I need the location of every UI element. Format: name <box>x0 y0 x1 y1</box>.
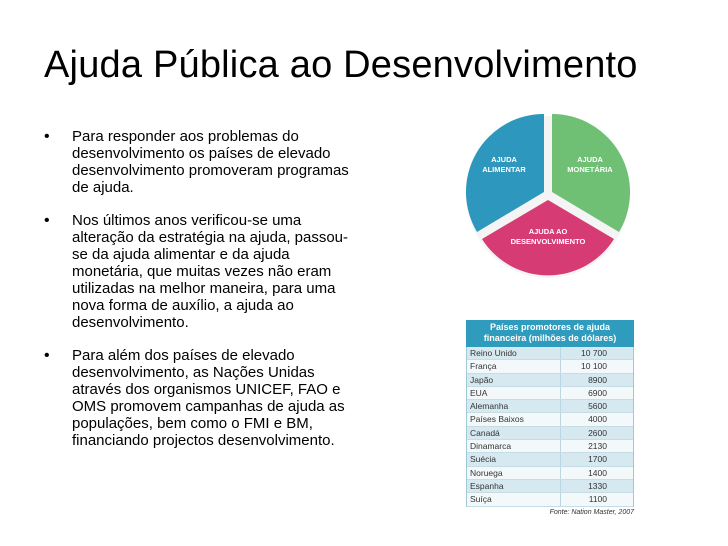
bullet-item <box>44 347 354 449</box>
bullet-marker: • <box>44 128 50 145</box>
table-row <box>467 453 633 466</box>
country-cell: Suíça <box>467 493 561 505</box>
table-row <box>467 347 633 360</box>
table-row <box>467 467 633 480</box>
country-cell: EUA <box>467 387 561 399</box>
value-cell: 2600 <box>588 427 607 438</box>
country-cell: Espanha <box>467 480 561 492</box>
value-cell: 1400 <box>588 467 607 478</box>
table-row <box>467 360 633 373</box>
value-cell: 1700 <box>588 454 607 465</box>
slice-label-monetaria-1: AJUDA <box>577 155 603 164</box>
table-row <box>467 480 633 493</box>
country-cell: Noruega <box>467 467 561 479</box>
value-cell: 1100 <box>588 494 607 505</box>
value-cell: 8900 <box>588 374 607 385</box>
slice-label-alimentar-2: ALIMENTAR <box>482 165 526 174</box>
bullet-list <box>44 128 354 465</box>
country-cell: Canadá <box>467 427 561 439</box>
table-row <box>467 440 633 453</box>
table-header: Países promotores de ajuda financeira (milhões de dólares) <box>466 320 634 347</box>
value-cell: 10 100 <box>581 361 607 372</box>
value-cell: 4000 <box>588 414 607 425</box>
value-cell: 5600 <box>588 401 607 412</box>
aid-donors-table <box>466 320 634 516</box>
table-row <box>467 387 633 400</box>
bullet-marker: • <box>44 212 50 229</box>
bullet-text: Nos últimos anos verificou-se uma alteração da estratégia na ajuda, passou-se da ajuda alimentar e da ajuda monetária, que muitas vezes não eram utilizadas na melhor maneira, para uma nova forma de auxílio, a ajuda ao desenvolvimento. <box>72 212 349 331</box>
country-cell: Japão <box>467 374 561 386</box>
value-cell: 10 700 <box>581 348 607 358</box>
bullet-item <box>44 128 354 196</box>
country-cell: Suécia <box>467 453 561 465</box>
table-source: Fonte: Nation Master, 2007 <box>549 508 634 516</box>
value-cell: 6900 <box>588 387 607 398</box>
table-row <box>467 493 633 506</box>
slice-label-alimentar-1: AJUDA <box>491 155 517 164</box>
country-cell: Países Baixos <box>467 413 561 425</box>
aid-types-pie <box>458 102 638 292</box>
table-body <box>466 347 634 507</box>
table-row <box>467 427 633 440</box>
slice-label-monetaria-2: MONETÁRIA <box>567 165 613 174</box>
slice-label-desenvolvimento-1: AJUDA AO <box>528 227 568 236</box>
slice-label-desenvolvimento-2: DESENVOLVIMENTO <box>510 237 586 246</box>
bullet-marker: • <box>44 347 50 364</box>
value-cell: 1330 <box>588 480 607 491</box>
value-cell: 2130 <box>588 441 607 452</box>
country-cell: Alemanha <box>467 400 561 412</box>
country-cell: Reino Unido <box>467 347 561 359</box>
slide-title: Ajuda Pública ao Desenvolvimento <box>44 44 638 86</box>
bullet-item <box>44 212 354 331</box>
country-cell: França <box>467 360 561 372</box>
table-row <box>467 374 633 387</box>
bullet-text: Para responder aos problemas do desenvolvimento os países de elevado desenvolvimento promoveram programas de ajuda. <box>72 128 349 196</box>
aid-types-diagram <box>458 102 638 292</box>
bullet-text: Para além dos países de elevado desenvolvimento, as Nações Unidas através dos organismos UNICEF, FAO e OMS promovem campanhas de ajuda as populações, bem como o FMI e BM, financiando projectos desenvolvimento. <box>72 347 345 449</box>
table-row <box>467 413 633 426</box>
table-row <box>467 400 633 413</box>
country-cell: Dinamarca <box>467 440 561 452</box>
